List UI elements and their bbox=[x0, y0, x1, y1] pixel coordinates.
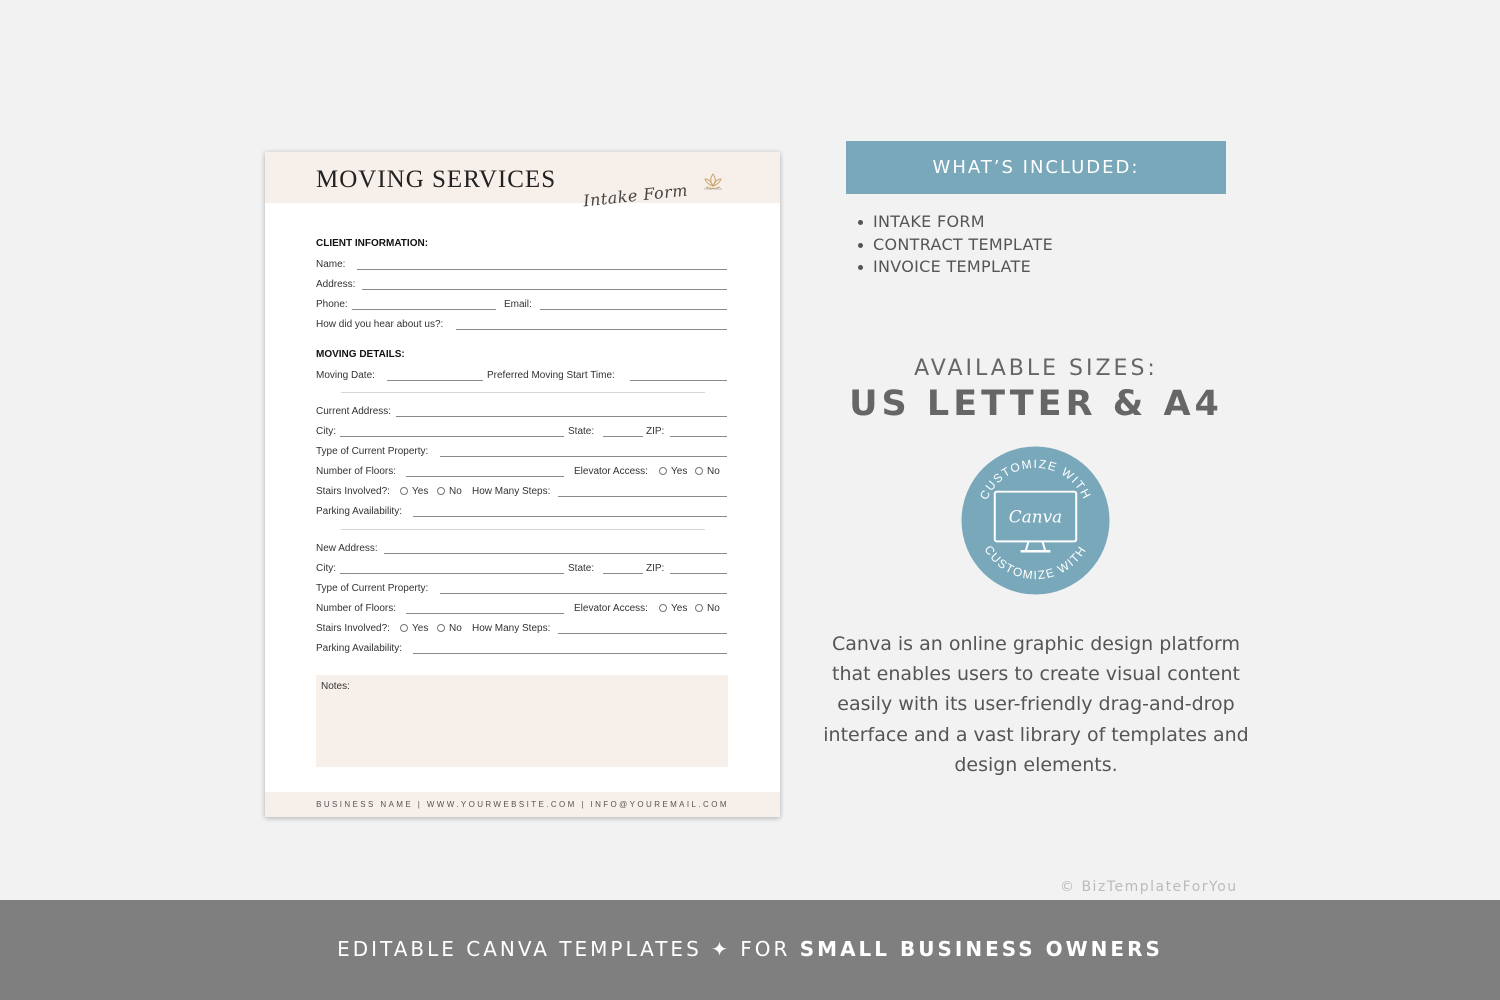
bottom-tagline bbox=[0, 937, 1500, 961]
new-steps-field-line[interactable] bbox=[558, 633, 727, 634]
current-elevator-label: Elevator Access: bbox=[574, 466, 648, 477]
tagline-part-1: EDITABLE CANVA TEMPLATES bbox=[337, 937, 702, 961]
new-property-type-field-line[interactable] bbox=[440, 593, 727, 594]
current-floors-field-line[interactable] bbox=[406, 476, 564, 477]
new-zip-field-line[interactable] bbox=[670, 573, 727, 574]
client-information-heading: CLIENT INFORMATION: bbox=[316, 238, 429, 249]
new-address-field-line[interactable] bbox=[384, 553, 727, 554]
new-state-label: State: bbox=[568, 563, 595, 574]
name-field-line[interactable] bbox=[357, 269, 727, 270]
logo-placeholder-text: YOUR LOGO bbox=[703, 187, 723, 191]
current-elevator-yes-option[interactable]: Yes bbox=[659, 466, 687, 478]
preferred-time-label: Preferred Moving Start Time: bbox=[487, 370, 615, 381]
current-property-type-label: Type of Current Property: bbox=[316, 446, 429, 457]
current-stairs-no-option[interactable]: No bbox=[437, 486, 462, 498]
new-elevator-no-option[interactable]: No bbox=[695, 603, 720, 615]
list-item: INVOICE TEMPLATE bbox=[873, 256, 1053, 279]
referral-label: How did you hear about us?: bbox=[316, 319, 444, 330]
new-stairs-label: Stairs Involved?: bbox=[316, 623, 390, 634]
available-sizes-label: AVAILABLE SIZES: bbox=[914, 356, 1158, 381]
canva-wordmark: Canva bbox=[1008, 506, 1063, 527]
current-stairs-label: Stairs Involved?: bbox=[316, 486, 390, 497]
address-field-line[interactable] bbox=[362, 289, 727, 290]
radio-icon bbox=[695, 467, 703, 475]
moving-date-field-line[interactable] bbox=[387, 380, 483, 381]
current-state-field-line[interactable] bbox=[603, 436, 643, 437]
referral-field-line[interactable] bbox=[456, 329, 727, 330]
divider bbox=[341, 392, 705, 393]
new-elevator-yes-option[interactable]: Yes bbox=[659, 603, 687, 615]
tagline-part-3: SMALL BUSINESS OWNERS bbox=[799, 937, 1163, 961]
radio-icon bbox=[400, 487, 408, 495]
new-city-label: City: bbox=[316, 563, 336, 574]
moving-details-heading: MOVING DETAILS: bbox=[316, 349, 405, 360]
list-item: INTAKE FORM bbox=[873, 211, 1053, 234]
customize-with-canva-badge bbox=[961, 446, 1110, 595]
current-parking-field-line[interactable] bbox=[413, 516, 727, 517]
canva-description: Canva is an online graphic design platform that enables users to create visual content easily with its user-friendly drag-and-drop interface and a vast library of templates and design elements. bbox=[823, 633, 1249, 776]
radio-icon bbox=[659, 467, 667, 475]
available-sizes-value: US LETTER & A4 bbox=[849, 384, 1223, 424]
current-address-label: Current Address: bbox=[316, 406, 392, 417]
new-floors-field-line[interactable] bbox=[406, 613, 564, 614]
sparkle-icon: ✦ bbox=[711, 937, 731, 961]
notes-label: Notes: bbox=[321, 681, 350, 692]
whats-included-banner: WHAT’S INCLUDED: bbox=[846, 141, 1226, 194]
form-footer: BUSINESS NAME | WWW.YOURWEBSITE.COM | INFO@YOUREMAIL.COM bbox=[265, 792, 780, 817]
divider bbox=[341, 529, 705, 530]
moving-date-label: Moving Date: bbox=[316, 370, 375, 381]
current-property-type-field-line[interactable] bbox=[440, 456, 727, 457]
current-elevator-no-option[interactable]: No bbox=[695, 466, 720, 478]
radio-icon bbox=[695, 604, 703, 612]
radio-icon bbox=[400, 624, 408, 632]
current-steps-label: How Many Steps: bbox=[472, 486, 551, 497]
included-list bbox=[873, 211, 1053, 279]
radio-icon bbox=[437, 624, 445, 632]
form-subtitle: Intake Form bbox=[582, 180, 689, 211]
current-city-label: City: bbox=[316, 426, 336, 437]
list-item: CONTRACT TEMPLATE bbox=[873, 234, 1053, 257]
current-floors-label: Number of Floors: bbox=[316, 466, 397, 477]
current-state-label: State: bbox=[568, 426, 595, 437]
phone-field-line[interactable] bbox=[352, 309, 496, 310]
new-state-field-line[interactable] bbox=[603, 573, 643, 574]
new-city-field-line[interactable] bbox=[340, 573, 564, 574]
radio-icon bbox=[659, 604, 667, 612]
badge-bottom-text: CUSTOMIZE WITH bbox=[981, 542, 1090, 583]
phone-label: Phone: bbox=[316, 299, 348, 310]
new-parking-field-line[interactable] bbox=[413, 653, 727, 654]
intake-form-document bbox=[265, 152, 780, 817]
current-city-field-line[interactable] bbox=[340, 436, 564, 437]
email-field-line[interactable] bbox=[540, 309, 727, 310]
new-elevator-label: Elevator Access: bbox=[574, 603, 648, 614]
new-property-type-label: Type of Current Property: bbox=[316, 583, 429, 594]
copyright-text: © BizTemplateForYou bbox=[1060, 879, 1238, 895]
preferred-time-field-line[interactable] bbox=[630, 380, 727, 381]
current-parking-label: Parking Availability: bbox=[316, 506, 402, 517]
badge-top-text: CUSTOMIZE WITH bbox=[976, 456, 1095, 503]
new-stairs-no-option[interactable]: No bbox=[437, 623, 462, 635]
current-zip-field-line[interactable] bbox=[670, 436, 727, 437]
current-steps-field-line[interactable] bbox=[558, 496, 727, 497]
form-title: MOVING SERVICES bbox=[316, 166, 557, 193]
address-label: Address: bbox=[316, 279, 356, 290]
new-parking-label: Parking Availability: bbox=[316, 643, 402, 654]
current-address-field-line[interactable] bbox=[396, 416, 727, 417]
new-zip-label: ZIP: bbox=[646, 563, 665, 574]
new-stairs-yes-option[interactable]: Yes bbox=[400, 623, 428, 635]
tagline-part-2: FOR bbox=[740, 937, 791, 961]
radio-icon bbox=[437, 487, 445, 495]
email-label: Email: bbox=[504, 299, 532, 310]
new-address-label: New Address: bbox=[316, 543, 378, 554]
notes-box[interactable] bbox=[316, 675, 728, 767]
current-zip-label: ZIP: bbox=[646, 426, 665, 437]
new-floors-label: Number of Floors: bbox=[316, 603, 397, 614]
new-steps-label: How Many Steps: bbox=[472, 623, 551, 634]
name-label: Name: bbox=[316, 259, 346, 270]
current-stairs-yes-option[interactable]: Yes bbox=[400, 486, 428, 498]
